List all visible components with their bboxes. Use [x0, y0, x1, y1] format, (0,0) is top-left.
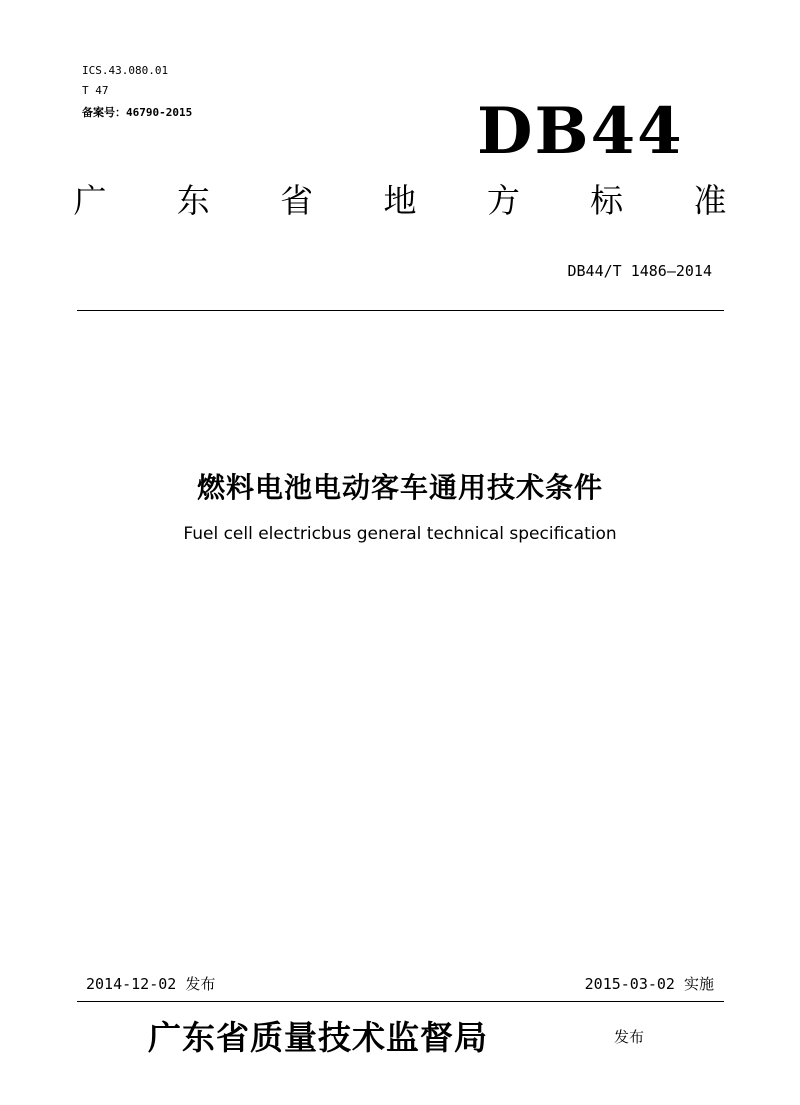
- ics-code: ICS.43.080.01: [82, 64, 169, 77]
- standard-type-char: 方: [486, 181, 520, 220]
- category-code: T 47: [82, 84, 109, 97]
- standard-type-char: 准: [693, 181, 727, 220]
- standard-type-char: 地: [383, 181, 417, 220]
- standard-number: DB44/T 1486—2014: [567, 262, 712, 280]
- implementation-date: 2015-03-02 实施: [584, 975, 714, 993]
- bottom-divider: [77, 1001, 724, 1002]
- issue-date: 2014-12-02 发布: [86, 975, 216, 993]
- standard-code-logo: DB44: [477, 94, 684, 169]
- standard-type-char: 标: [590, 181, 624, 220]
- standard-type-char: 省: [280, 181, 314, 220]
- top-divider: [77, 310, 724, 311]
- standard-type-heading: [70, 181, 730, 220]
- filing-number: 备案号：46790-2015: [82, 106, 193, 119]
- standard-type-char: 广: [73, 181, 107, 220]
- document-title-english: Fuel cell electricbus general technical specification: [183, 524, 617, 544]
- issuing-authority: 广东省质量技术监督局: [148, 1018, 488, 1057]
- standard-type-char: 东: [176, 181, 210, 220]
- document-title-chinese: 燃料电池电动客车通用技术条件: [196, 471, 603, 504]
- issuing-label: 发布: [614, 1028, 645, 1046]
